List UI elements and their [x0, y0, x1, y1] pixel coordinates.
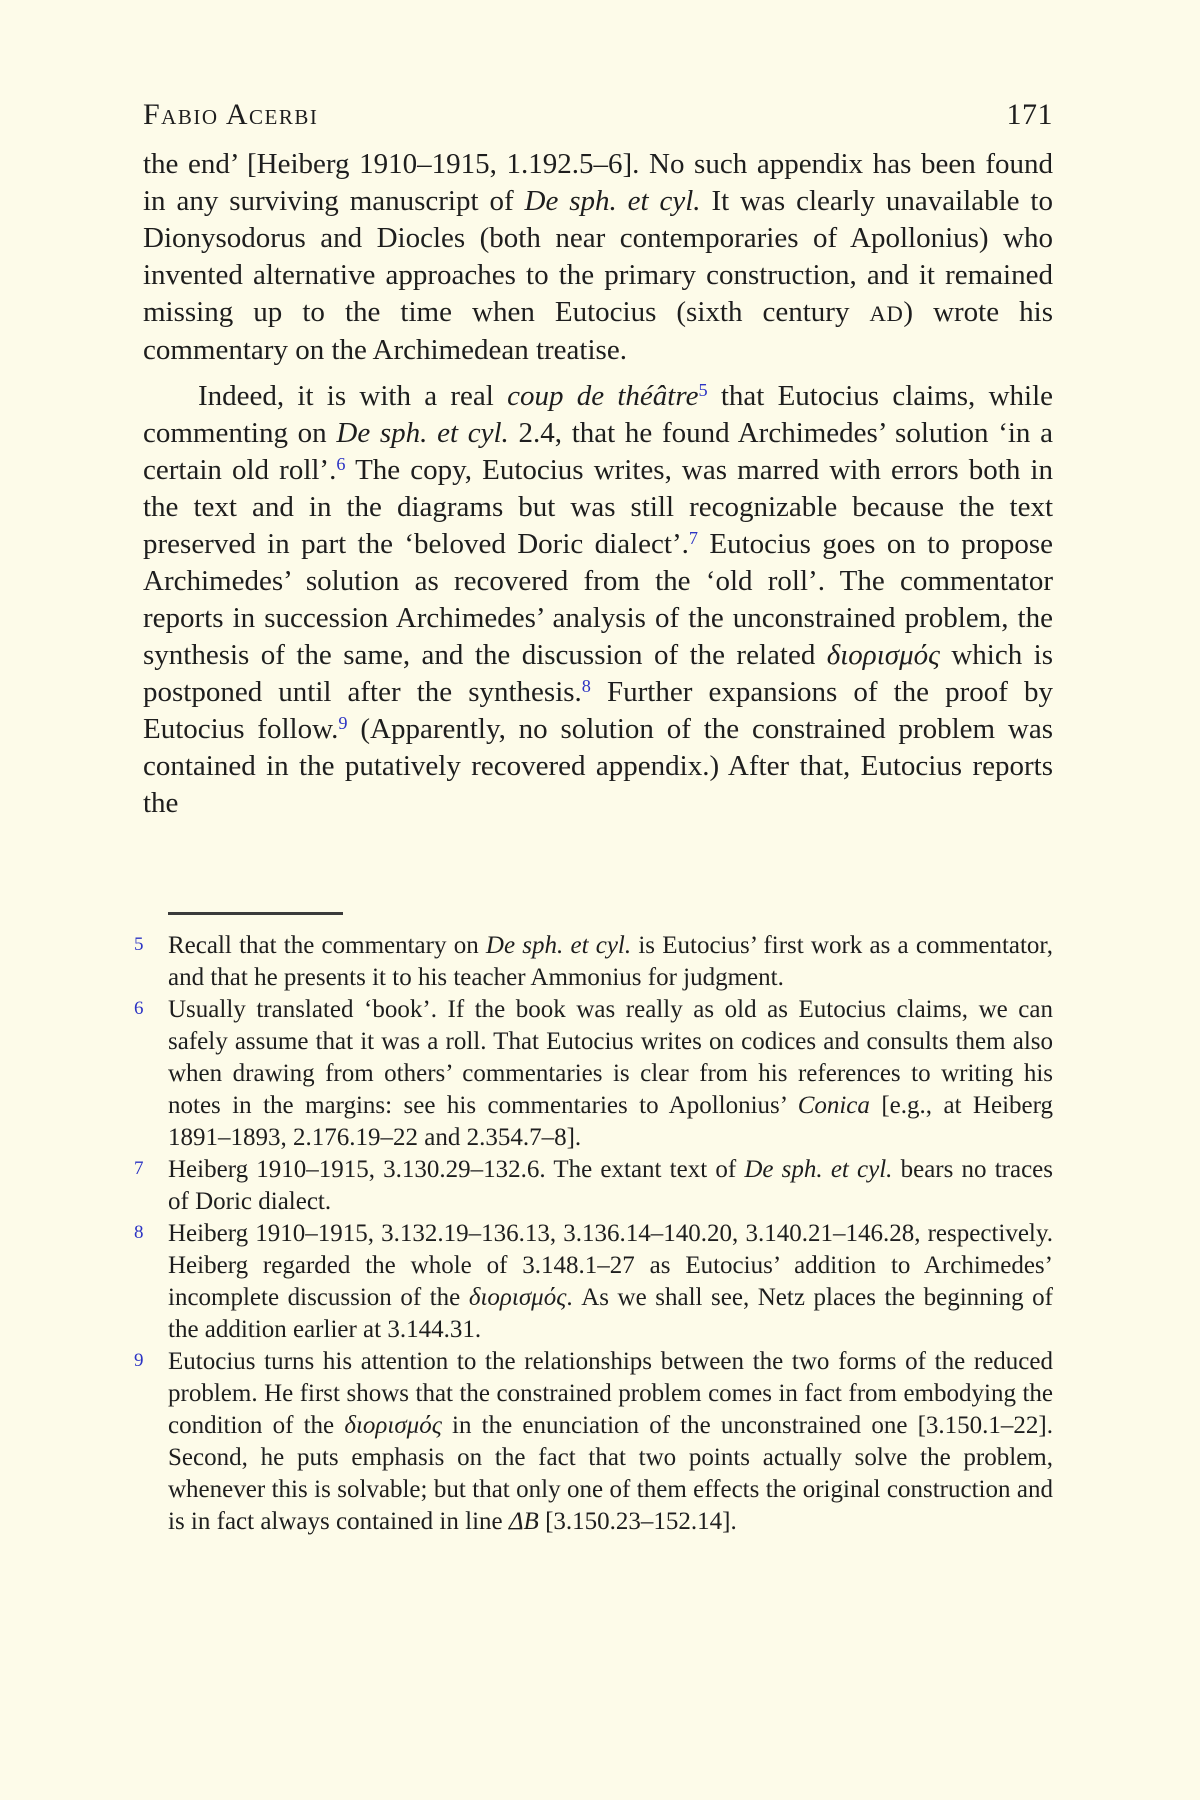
text-run: in the enunciation of the unconstrained one [3.150.1–22]. Second, he puts emphasis on the fact that two points actually solve the problem, whenever this is solvable; but that only one of them effects the original construction and is in fact always contained in line	[168, 1412, 1053, 1535]
smallcaps-text: AD	[869, 301, 904, 326]
footnote-rule	[168, 912, 343, 915]
text-run: 2.4, that he found Archimedes’ solution ‘in a certain old roll’.	[143, 417, 1053, 486]
footnote-marker-5[interactable]: 5	[134, 934, 144, 955]
italic-text: ΔB	[508, 1508, 539, 1535]
running-head-author: Fabio Acerbi	[143, 98, 319, 131]
italic-text: De sph. et cyl.	[485, 932, 632, 959]
text-run: Eutocius goes on to propose Archimedes’ solution as recovered from the ‘old roll’. The commentator reports in succession Archimedes’ analysis of the unconstrained problem, the synthesis of the same, and the discussion of the related	[143, 528, 1054, 671]
footnote-item-6	[133, 994, 1053, 1154]
italic-text: De sph. et cyl.	[744, 1156, 893, 1183]
text-run: Usually translated ‘book’. If the book was really as old as Eutocius claims, we can safely assume that it was a roll. That Eutocius writes on codices and consults them also when drawing from others’ commentaries is clear from his references to writing his notes in the margins: see his commentaries to Apollonius’	[168, 996, 1053, 1119]
text-run: that Eutocius claims, while commenting on	[143, 380, 1053, 449]
text-run: (Apparently, no solution of the constrained problem was contained in the putatively recovered appendix.) After that, Eutocius reports the	[143, 713, 1053, 819]
text-run: Heiberg 1910–1915, 3.132.19–136.13, 3.136.14–140.20, 3.140.21–146.28, respectively. Heiberg regarded the whole of 3.148.1–27 as Eutocius’ addition to Archimedes’ incomplete discussion of the	[168, 1220, 1053, 1311]
page-header	[143, 98, 1053, 132]
footnote-item-8	[133, 1218, 1053, 1346]
footnote-section	[133, 912, 1053, 1538]
footnote-marker-7[interactable]: 7	[134, 1158, 144, 1179]
footnote-ref-5[interactable]: 5	[698, 379, 708, 400]
greek-term: διορισμός	[344, 1412, 442, 1439]
footnote-text-6	[168, 994, 1053, 1154]
text-run: which is postponed until after the synthesis.	[143, 639, 1053, 708]
footnote-ref-9[interactable]: 9	[338, 712, 348, 733]
text-run: [e.g., at Heiberg 1891–1893, 2.176.19–22 and 2.354.7–8].	[168, 1092, 1053, 1151]
footnotes-list	[133, 930, 1053, 1538]
paragraph-1	[143, 146, 1053, 369]
footnote-item-9	[133, 1346, 1053, 1538]
page-number: 171	[1006, 98, 1053, 131]
body-text	[143, 146, 1053, 822]
footnote-ref-8[interactable]: 8	[581, 675, 591, 696]
footnote-marker-6[interactable]: 6	[134, 998, 144, 1019]
footnote-ref-6[interactable]: 6	[336, 453, 346, 474]
footnote-ref-7[interactable]: 7	[688, 527, 698, 548]
text-run: [3.150.23–152.14].	[538, 1508, 737, 1535]
footnote-item-7	[133, 1154, 1053, 1218]
text-run: Eutocius turns his attention to the relationships between the two forms of the reduced problem. He first shows that the constrained problem comes in fact from embodying the condition of the	[168, 1348, 1053, 1439]
text-run: the end’ [Heiberg 1910–1915, 1.192.5–6]. No such appendix has been found in any surviving manuscript of	[143, 148, 1053, 217]
greek-term: διορισμός	[468, 1284, 567, 1311]
text-run: Indeed, it is with a real	[198, 380, 508, 412]
text-run: Recall that the commentary on	[168, 932, 486, 959]
text-run: Further expansions of the proof by Eutocius follow.	[143, 676, 1053, 745]
text-run: The copy, Eutocius writes, was marred with errors both in the text and in the diagrams but was still recognizable because the text preserved in part the ‘beloved Doric dialect’.	[143, 454, 1053, 560]
italic-text: De sph. et cyl.	[336, 417, 509, 449]
text-run: bears no traces of Doric dialect.	[168, 1156, 1053, 1215]
text-run: It was clearly unavailable to Dionysodorus and Diocles (both near contemporaries of Apollonius) who invented alternative approaches to the primary construction, and it remained missing up to the time when Eutocius (sixth century	[143, 185, 1053, 328]
footnote-text-8	[168, 1218, 1053, 1346]
text-run: ) wrote his commentary on the Archimedean treatise.	[143, 296, 1053, 366]
footnote-item-5	[133, 930, 1053, 994]
footnote-text-9	[168, 1346, 1053, 1538]
paragraph-2	[143, 378, 1053, 822]
italic-text: Conica	[797, 1092, 870, 1119]
footnote-text-7	[168, 1154, 1053, 1218]
footnote-text-5	[168, 930, 1053, 994]
italic-text: coup de théâtre	[507, 380, 699, 412]
italic-text: De sph. et cyl.	[524, 185, 701, 217]
text-run: . As we shall see, Netz places the beginning of the addition earlier at 3.144.31.	[168, 1284, 1053, 1343]
text-run: is Eutocius’ first work as a commentator, and that he presents it to his teacher Ammonius for judgment.	[168, 932, 1054, 991]
greek-term: διορισμός	[826, 639, 940, 671]
text-run: Heiberg 1910–1915, 3.130.29–132.6. The extant text of	[168, 1156, 745, 1183]
footnote-marker-8[interactable]: 8	[134, 1222, 144, 1243]
footnote-marker-9[interactable]: 9	[134, 1350, 144, 1371]
